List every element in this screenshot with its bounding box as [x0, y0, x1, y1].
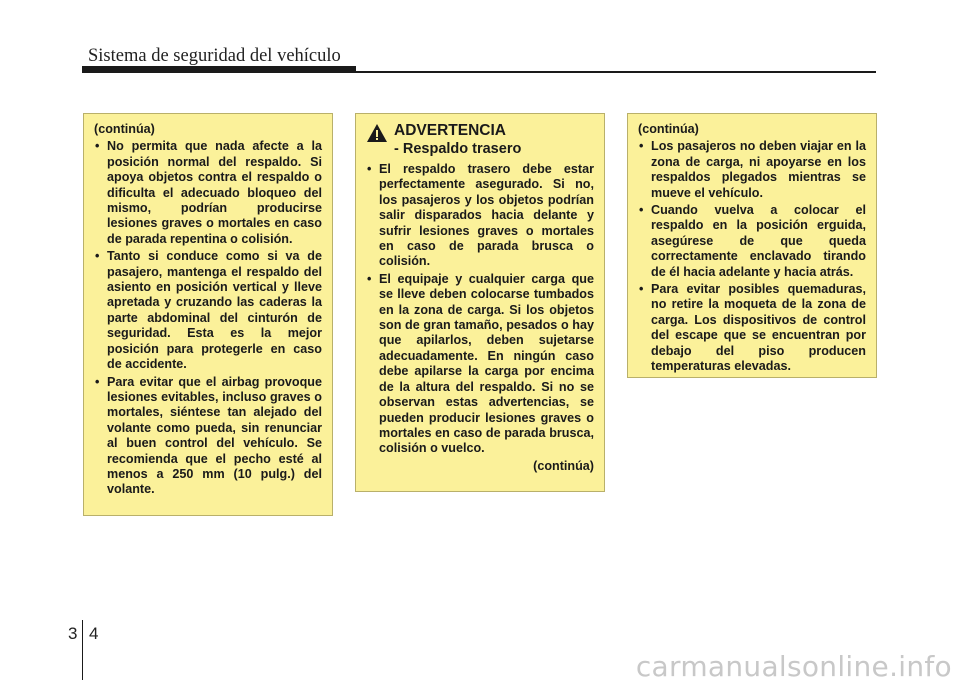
continued-label: (continúa): [638, 122, 699, 136]
list-item: • No permita que nada afecte a la posición normal del respaldo. Si apoya objetos contra el respaldo o dificulta el adecuado bloqueo del mismo, podrían producirse lesiones graves o mortales en caso de parada repentina o colisión.: [94, 139, 322, 247]
continued-note-box-left: [83, 113, 333, 516]
list-item: • Cuando vuelva a colocar el respaldo en la posición erguida, asegúrese de que queda correctamente enclavado tirando de él hacia adelante y hacia atrás.: [638, 203, 866, 280]
warning-subtitle: - Respaldo trasero: [394, 141, 522, 157]
warning-header: [366, 122, 594, 158]
page-header-title: Sistema de seguridad del vehículo: [88, 46, 341, 66]
warning-box-rear-seatback: [355, 113, 605, 492]
continued-label: (continúa): [533, 458, 594, 473]
list-item: • El respaldo trasero debe estar perfectamente asegurado. Si no, los pasajeros y los objetos podrían salir disparados hacia delante y sufrir lesiones graves o mortales en caso de parada brusca o colisión.: [366, 162, 594, 270]
continued-label: (continúa): [94, 122, 155, 136]
list-item: • El equipaje y cualquier carga que se lleve deben colocarse tumbados en la zona de carga. Si los objetos son de gran tamaño, pesados o hay que apilarlos, deben sujetarse adecuadamente. En ningún caso debe apilarse la carga por encima de la altura del respaldo. Si no se observan estas advertencias, se pueden producir lesiones graves o mortales en caso de parada brusca, colisión o vuelco.: [366, 272, 594, 457]
list-item: • Tanto si conduce como si va de pasajero, mantenga el respaldo del asiento en posición vertical y lleve apretada y cruzando las caderas la parte abdominal del cinturón de seguridad. Esta es la mejor posición para protegerle en caso de accidente.: [94, 249, 322, 372]
footer-rule: [82, 620, 83, 680]
header-rule: [82, 71, 876, 73]
bullet-list: [638, 139, 866, 374]
list-item: • Para evitar que el airbag provoque lesiones evitables, incluso graves o mortales, siéntese tan alejado del volante como pueda, sin renunciar al buen control del vehículo. Se recomienda que el pecho esté al menos a 250 mm (10 pulg.) del volante.: [94, 375, 322, 498]
continued-note-box-right: [627, 113, 877, 378]
bullet-list: [94, 139, 322, 497]
list-item: • Para evitar posibles quemaduras, no retire la moqueta de la zona de carga. Los dispositivos de control del escape que se encuentran por debajo del piso producen temperaturas elevadas.: [638, 282, 866, 374]
list-item: • Los pasajeros no deben viajar en la zona de carga, ni apoyarse en los respaldos plegados mientras se mueve el vehículo.: [638, 139, 866, 201]
page-number: 4: [89, 624, 99, 643]
watermark: carmanualsonline.info: [635, 650, 952, 683]
warning-triangle-icon: [366, 123, 388, 143]
page-section-number: 3: [68, 624, 78, 643]
warning-title: ADVERTENCIA: [394, 122, 506, 139]
bullet-list: [366, 162, 594, 457]
